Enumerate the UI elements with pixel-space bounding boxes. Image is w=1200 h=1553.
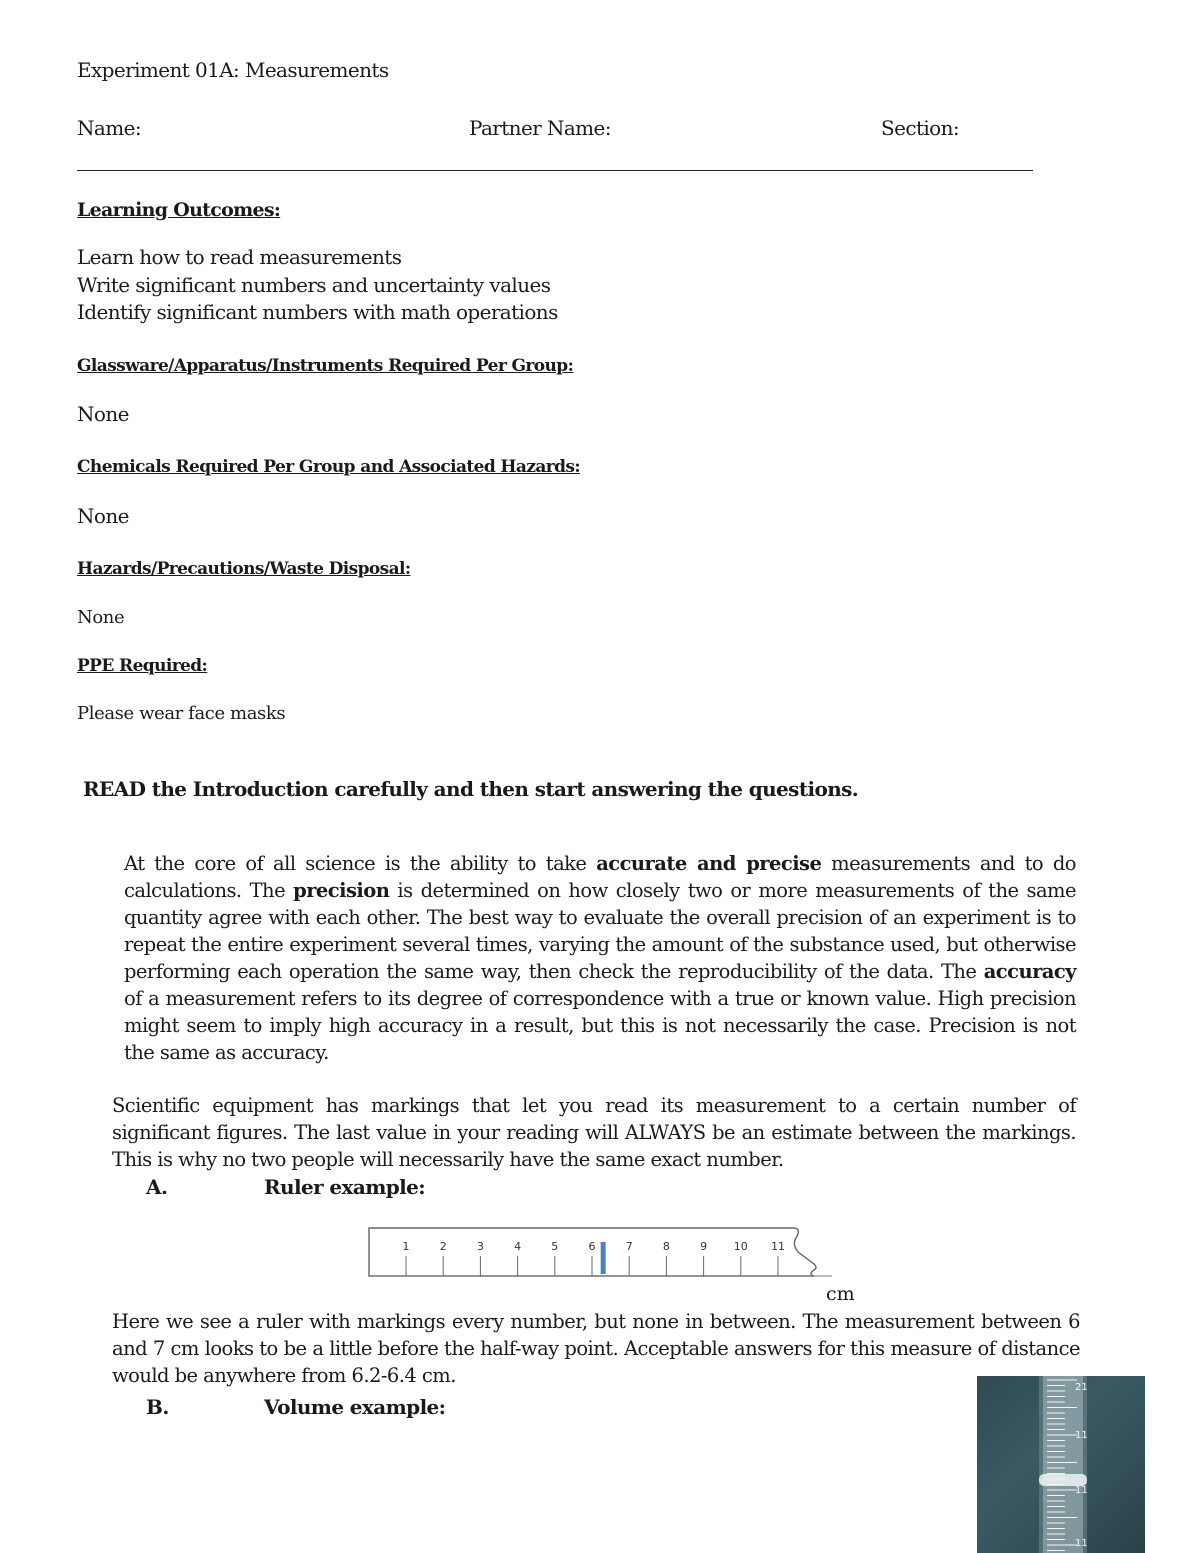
term-accuracy: accuracy	[983, 960, 1076, 983]
intro-paragraph-equipment: Scientific equipment has markings that let you read its measurement to a certain number of significant figures. The last value in your reading will ALWAYS be an estimate between the markings. This is why no two people will necessarily have the same exact number.	[112, 1094, 1076, 1171]
hazards-value: None	[77, 607, 125, 628]
learning-outcomes-heading: Learning Outcomes:	[77, 199, 281, 221]
graduated-cylinder-illustration	[977, 1376, 1145, 1553]
ppe-value: Please wear face masks	[77, 703, 286, 724]
ruler-tick-label: 7	[625, 1240, 633, 1253]
measurement-marker	[601, 1242, 606, 1274]
example-b-letter: B.	[146, 1395, 169, 1419]
ruler-unit-label: cm	[826, 1283, 855, 1305]
term-accurate-precise: accurate and precise	[596, 852, 822, 875]
outcome-item: Write significant numbers and uncertainty values	[77, 273, 551, 297]
experiment-title: Experiment 01A: Measurements	[77, 58, 389, 82]
svg-text:11: 11	[1075, 1430, 1088, 1441]
ruler-tick-label: 3	[476, 1240, 484, 1253]
svg-text:11: 11	[1075, 1538, 1088, 1549]
section-label: Section:	[881, 116, 960, 140]
outcome-item: Learn how to read measurements	[77, 245, 402, 269]
header-divider	[77, 170, 1033, 171]
chemicals-value: None	[77, 504, 129, 528]
term-precision: precision	[293, 879, 390, 902]
ruler-tick-label: 11	[771, 1240, 785, 1253]
graduated-cylinder-photo	[977, 1376, 1145, 1553]
svg-text:11: 11	[1075, 1485, 1088, 1496]
example-a-title: Ruler example:	[264, 1175, 426, 1199]
glassware-heading: Glassware/Apparatus/Instruments Required Per Group:	[77, 356, 574, 376]
hazards-heading: Hazards/Precautions/Waste Disposal:	[77, 559, 411, 579]
intro-paragraph-precision: At the core of all science is the ability to take accurate and precise measurements and to do calculations. The precision is determined on how closely two or more measurements of the same quantity agree with each other. The best way to evaluate the overall precision of an experiment is to repeat the entire experiment several times, varying the amount of the substance used, but otherwise performing each operation the same way, then check the reproducibility of the data. The accuracy of a measurement refers to its degree of correspondence with a true or known value. High precision might seem to imply high accuracy in a result, but this is not necessarily the case. Precision is not the same as accuracy.	[124, 852, 1076, 1064]
ruler-explanation: Here we see a ruler with markings every number, but none in between. The measurement between 6 and 7 cm looks to be a little before the half-way point. Acceptable answers for this measure of distance would be anywhere from 6.2-6.4 cm.	[112, 1310, 1080, 1387]
ruler-tick-label: 6	[588, 1240, 596, 1253]
ruler-tick-label: 2	[439, 1240, 447, 1253]
partner-name-label: Partner Name:	[469, 116, 611, 140]
ruler-tick-label: 5	[551, 1240, 559, 1253]
glassware-value: None	[77, 402, 129, 426]
ruler-tick-label: 10	[733, 1240, 748, 1253]
ruler-tick-label: 1	[402, 1240, 410, 1253]
ruler-tick-label: 9	[700, 1240, 708, 1253]
ruler-tick-label: 8	[662, 1240, 670, 1253]
outcome-item: Identify significant numbers with math operations	[77, 300, 558, 324]
chemicals-heading: Chemicals Required Per Group and Associated Hazards:	[77, 457, 581, 477]
name-label: Name:	[77, 116, 141, 140]
ppe-heading: PPE Required:	[77, 656, 208, 676]
svg-text:21: 21	[1075, 1382, 1088, 1393]
example-b-title: Volume example:	[264, 1395, 446, 1419]
ruler-tick-label: 4	[514, 1240, 522, 1253]
example-a-letter: A.	[146, 1175, 168, 1199]
ruler-image	[366, 1222, 846, 1282]
intro-instruction: READ the Introduction carefully and then start answering the questions.	[83, 777, 859, 801]
